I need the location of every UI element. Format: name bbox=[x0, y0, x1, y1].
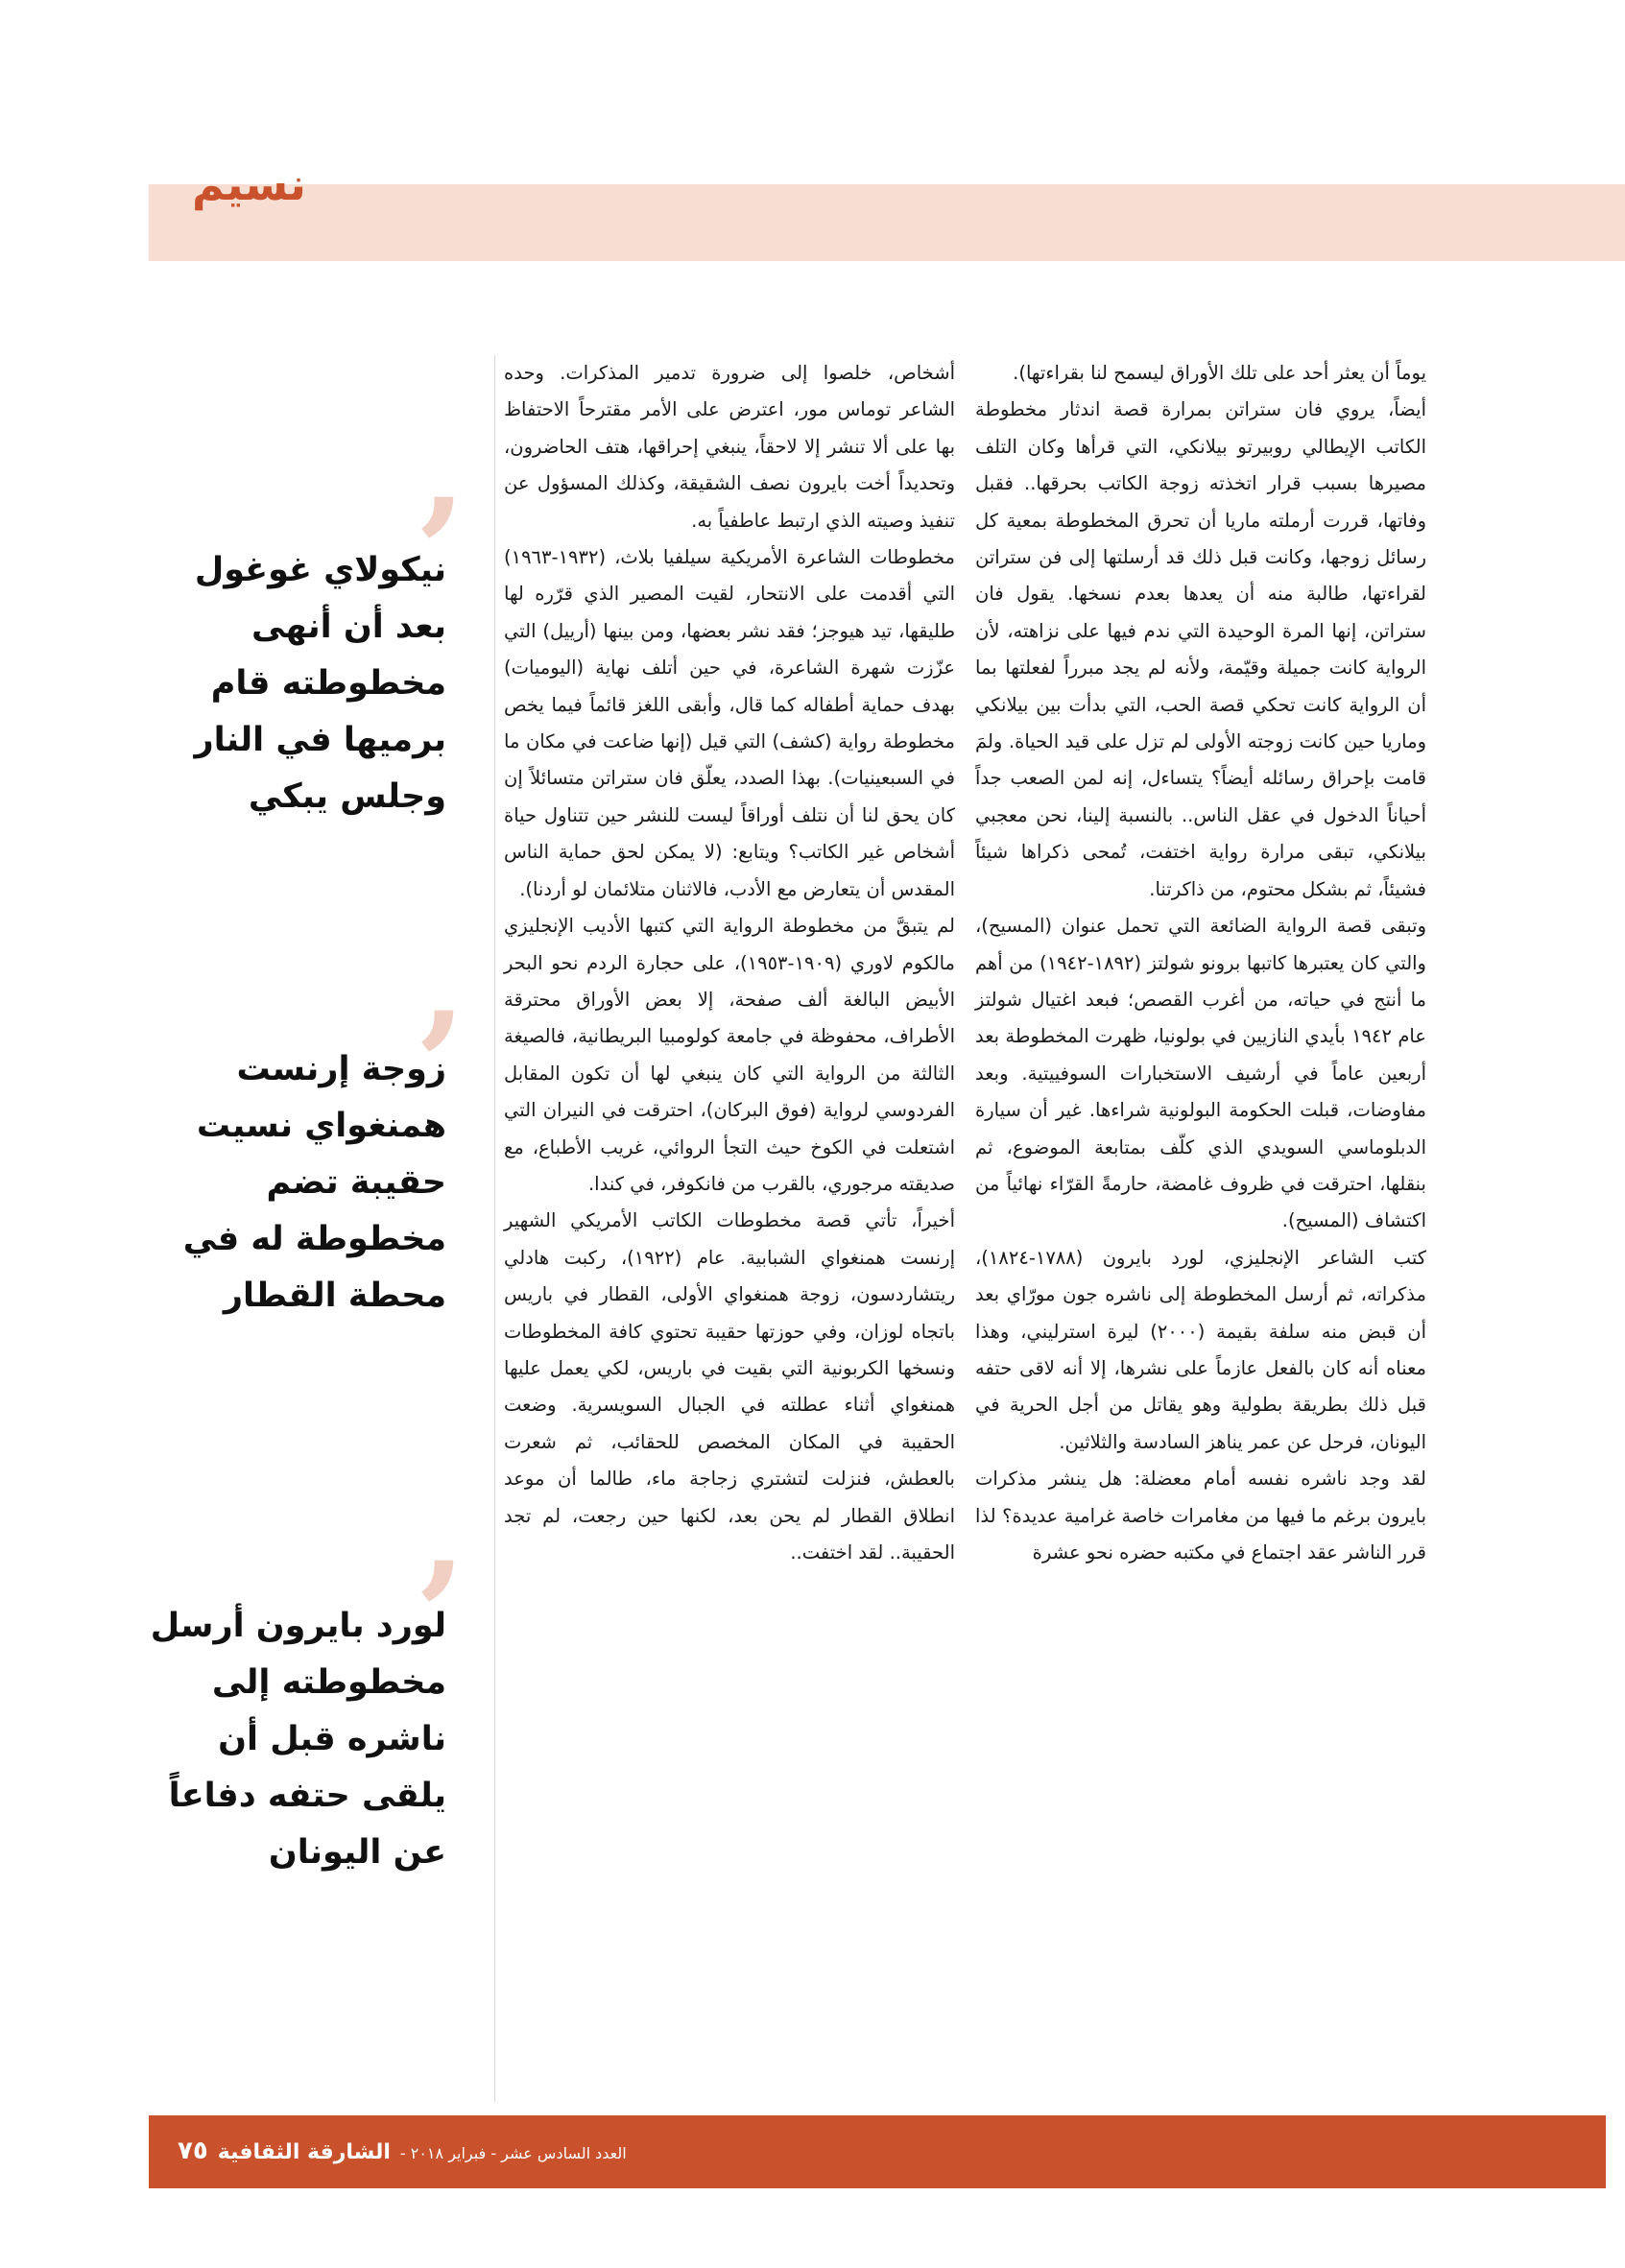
footer bbox=[178, 2137, 627, 2165]
page-number: ٧٥ bbox=[178, 2137, 208, 2165]
paragraph: لم يتبقَّ من مخطوطة الرواية التي كتبها الأديب الإنجليزي مالكوم لاوري (١٩٠٩-١٩٥٣)، على حجارة الردم نحو البحر الأبيض البالغة ألف صفحة، إلا بعض الأوراق محترقة الأطراف، محفوظة في جامعة كولومبيا البريطانية، فالصيغة الثالثة من الرواية التي كان ينبغي لها أن تكون المقابل الفردوسي لرواية (فوق البركان)، احترقت في النيران التي اشتعلت في الكوخ حيث التجأ الروائي، غريب الأطباع، مع صديقته مرجوري، بالقرب من فانكوفر، في كندا. bbox=[504, 915, 955, 1195]
magazine-logo: الشارقة الثقافية bbox=[217, 2140, 391, 2164]
paragraph: أخيراً، تأتي قصة مخطوطات الكاتب الأمريكي الشهير إرنست همنغواي الشبابية. عام (١٩٢٢)، ركبت هادلي ريتشاردسون، زوجة همنغواي الأولى، القطار في باريس باتجاه لوزان، وفي حوزتها حقيبة تحتوي كافة المخطوطات ونسخها الكربونية التي بقيت في باريس، لكي يعمل عليها همنغواي أثناء عطلته في الجبال السويسرية. وضعت الحقيبة في المكان المخصص للحقائب، ثم شعرت بالعطش، فنزلت لتشتري زجاجة ماء، طالما أن موعد انطلاق القطار لم يحن بعد، لكنها حين رجعت، لم تجد الحقيبة.. لقد اختفت.. bbox=[504, 1209, 955, 1564]
pull-quote-hemingway: زوجة إرنست همنغواي نسيت حقيبة تضم مخطوطة له في محطة القطار bbox=[182, 1050, 446, 1315]
paragraph: وتبقى قصة الرواية الضائعة التي تحمل عنوان (المسيح)، والتي كان يعتبرها كاتبها برونو شولتز (١٨٩٢-١٩٤٢) من أهم ما أنتج في حياته، من أغرب القصص؛ فبعد اغتيال شولتز عام ١٩٤٢ بأيدي النازيين في بولونيا، ظهرت المخطوطة بعد أربعين عاماً في أرشيف الاستخبارات السوفييتية. وبعد مفاوضات، قبلت الحكومة البولونية شراءها. غير أن سيارة الدبلوماسي السويدي الذي كلّف بمتابعة الموضوع، ثم بنقلها، احترقت في ظروف غامضة، حارمةً القرّاء نهائياً من اكتشاف (المسيح). bbox=[975, 915, 1426, 1232]
section-title: نسيم bbox=[192, 158, 306, 210]
article-column-left bbox=[504, 355, 955, 1571]
paragraph: مخطوطات الشاعرة الأمريكية سيلفيا بلاث، (١٩٣٢-١٩٦٣) التي أقدمت على الانتحار، لقيت المصير الذي قرّره لها طليقها، تيد هيوجز؛ فقد نشر بعضها، ومن بينها (أرييل) التي عزّزت شهرة الشاعرة، في حين أتلف نهاية (اليوميات) بهدف حماية أطفاله كما قال، وأبقى اللغز قائماً فيما يخص مخطوطة رواية (كشف) التي قيل (إنها ضاعت في مكان ما في السبعينيات). بهذا الصدد، يعلّق فان ستراتن متسائلاً إن كان يحق لنا أن نتلف أوراقاً ليست للنشر حين تتناول حياة أشخاص غير الكاتب؟ ويتابع: (لا يمكن لحق حماية الناس المقدس أن يتعارض مع الأدب، فالاثنان متلائمان لو أردنا). bbox=[504, 546, 955, 900]
paragraph: أشخاص، خلصوا إلى ضرورة تدمير المذكرات. وحده الشاعر توماس مور، اعترض على الأمر مقترحاً الاحتفاظ بها على ألا تنشر إلا لاحقاً، ينبغي إحراقها، هتف الحاضرون، وتحديداً أخت بايرون نصف الشقيقة، وكذلك المسؤول عن تنفيذ وصيته الذي ارتبط عاطفياً به. bbox=[504, 362, 955, 532]
section-header-band bbox=[149, 184, 1625, 261]
article-column-right bbox=[975, 355, 1426, 1571]
column-divider bbox=[494, 355, 495, 2102]
pull-quote-byron: لورد بايرون أرسل مخطوطته إلى ناشره قبل أن يلقى حتفه دفاعاً عن اليونان bbox=[150, 1607, 446, 1872]
paragraph: أيضاً، يروي فان ستراتن بمرارة قصة اندثار مخطوطة الكاتب الإيطالي روبيرتو بيلانكي، التي قرأها وكان التلف مصيرها بسبب قرار اتخذته زوجة الكاتب بحرقها.. فقبل وفاتها، قررت أرملته ماريا أن تحرق المخطوطة بمعية كل رسائل زوجها، وكانت قبل ذلك قد أرسلتها إلى فن ستراتن لقراءتها، طالبة منه أن يعدها بعدم نسخها. يقول فان ستراتن، إنها المرة الوحيدة التي ندم فيها على نزاهته، لأن الرواية كانت جميلة وقيّمة، ولأنه لم يجد مبرراً لفعلتها بما أن الرواية كانت تحكي قصة الحب، التي بدأت بين بيلانكي وماريا حين كانت زوجته الأولى لم تزل على قيد الحياة. ولمَ قامت بإحراق رسائله أيضاً؟ يتساءل، إنه لمن الصعب جداً أحياناً الدخول في عقل الناس.. بالنسبة إلينا، نحن معجبي بيلانكي، تبقى مرارة رواية اختفت، تُمحى ذكراها شيئاً فشيئاً، ثم بشكل محتوم، من ذاكرتنا. bbox=[975, 398, 1426, 900]
quote-mark-icon: ’ bbox=[415, 467, 466, 636]
paragraph: يوماً أن يعثر أحد على تلك الأوراق ليسمح لنا بقراءتها). bbox=[1013, 362, 1426, 384]
paragraph: لقد وجد ناشره نفسه أمام معضلة: هل ينشر مذكرات بايرون برغم ما فيها من مغامرات خاصة غرامية عديدة؟ لذا قرر الناشر عقد اجتماع في مكتبه حضره نحو عشرة bbox=[975, 1468, 1426, 1564]
quote-mark-icon: ’ bbox=[415, 981, 466, 1150]
issue-info: العدد السادس عشر - فبراير ٢٠١٨ - bbox=[399, 2144, 627, 2162]
quote-mark-icon: ’ bbox=[415, 1531, 466, 1700]
paragraph: كتب الشاعر الإنجليزي، لورد بايرون (١٧٨٨-١٨٢٤)، مذكراته، ثم أرسل المخطوطة إلى ناشره جون مورّاي بعد أن قبض منه سلفة بقيمة (٢٠٠٠) ليرة استرليني، وهذا معناه أنه كان بالفعل عازماً على نشرها، إلا أنه لاقى حتفه قبل ذلك بطريقة بطولية وهو يقاتل من أجل الحرية في اليونان، فرحل عن عمر يناهز السادسة والثلاثين. bbox=[975, 1246, 1427, 1453]
pull-quote-gogol: نيكولاي غوغول بعد أن أنهى مخطوطته قام برميها في النار وجلس يبكي bbox=[194, 551, 446, 816]
